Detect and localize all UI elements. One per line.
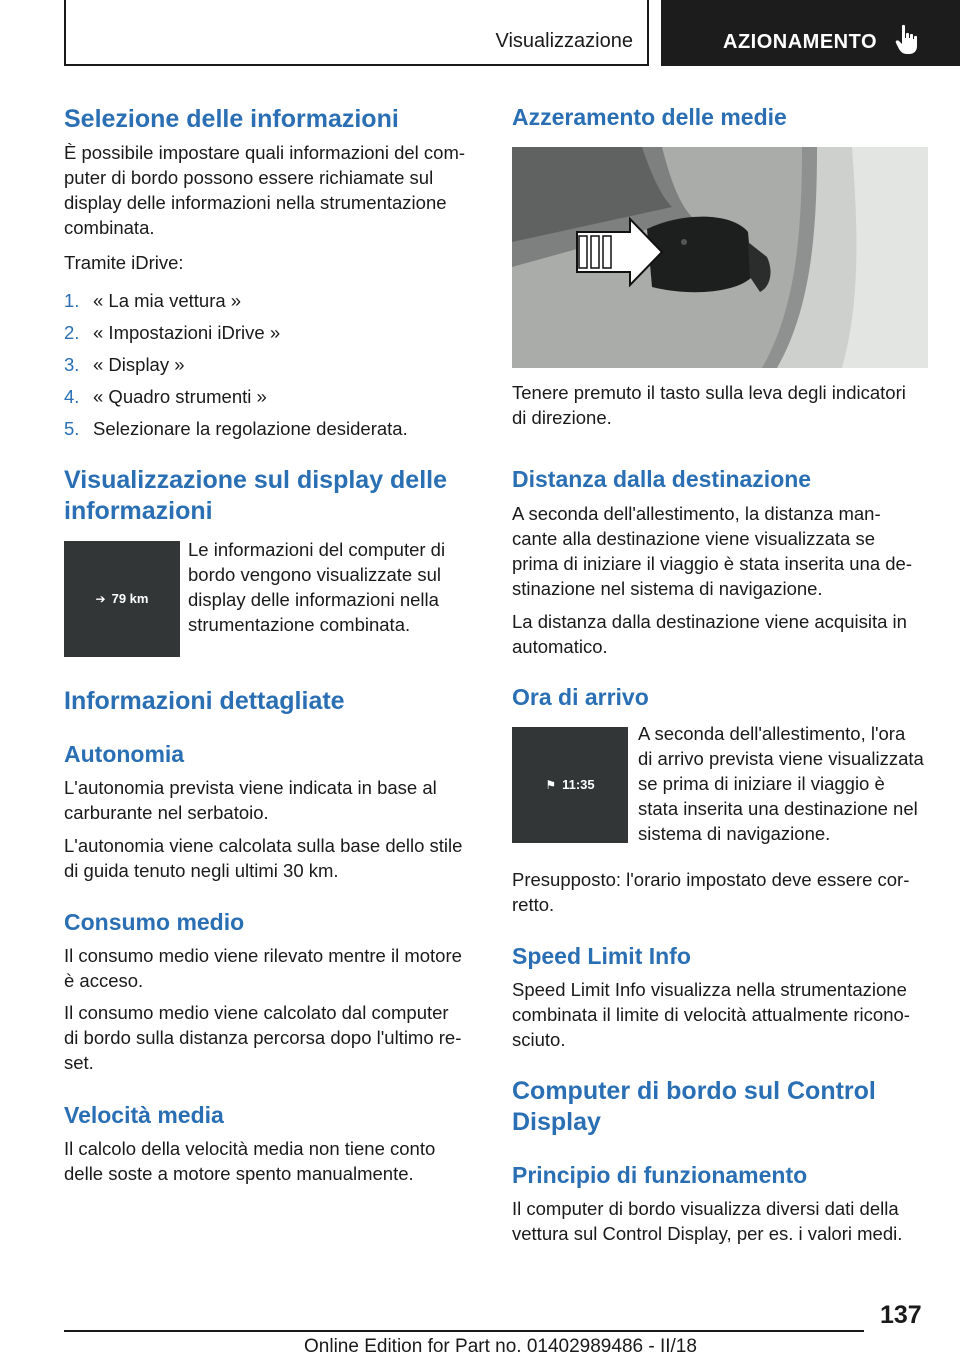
text-line: Il consumo medio viene rilevato mentre il motore: [64, 945, 462, 966]
text-line: delle soste a motore spento manualmente.: [64, 1163, 414, 1184]
heading-line: informazioni: [64, 497, 213, 525]
step-number: 4.: [64, 386, 80, 407]
lever-illustration: [512, 147, 928, 368]
text-line: automatico.: [512, 636, 608, 657]
heading-dettagliate: Informazioni dettagliate: [64, 687, 345, 715]
text-line: di arrivo prevista viene visualizzata: [638, 748, 924, 769]
step-number: 2.: [64, 322, 80, 343]
step-text: Selezionare la regolazione desiderata.: [93, 418, 408, 439]
text-line: A seconda dell'allestimento, l'ora: [638, 723, 906, 744]
text-line: stinazione nel sistema di navigazione.: [512, 578, 823, 599]
heading-visualizzazione: [64, 465, 447, 527]
text-line: A seconda dell'allestimento, la distanza man-: [512, 503, 881, 524]
paragraph-tramite: Tramite iDrive:: [64, 252, 184, 273]
paragraph-consumo-1: [64, 943, 462, 993]
heading-line: Display: [512, 1108, 601, 1136]
heading-azzeramento: Azzeramento delle medie: [512, 104, 787, 130]
text-line: display delle informazioni nella strumentazione: [64, 192, 447, 213]
heading-autonomia: Autonomia: [64, 741, 185, 767]
heading-line: Computer di bordo sul Control: [512, 1077, 876, 1105]
text-line: retto.: [512, 894, 555, 915]
header-section-title: Visualizzazione: [495, 30, 633, 52]
arrival-readout: [512, 777, 628, 792]
paragraph-tenere: [512, 380, 906, 430]
range-readout: [64, 591, 180, 606]
heading-principio: Principio di funzionamento: [512, 1162, 808, 1188]
heading-consumo: Consumo medio: [64, 909, 245, 935]
paragraph-distanza-2: [512, 609, 907, 659]
text-line: Presupposto: l'orario impostato deve essere cor-: [512, 869, 910, 890]
heading-distanza: Distanza dalla destinazione: [512, 466, 812, 492]
text-line: Il consumo medio viene calcolato dal computer: [64, 1002, 449, 1023]
paragraph-principio: [512, 1196, 902, 1246]
header-chapter-tab: [661, 0, 960, 66]
text-line: vettura sul Control Display, per es. i valori medi.: [512, 1223, 903, 1244]
paragraph-presupposto: [512, 867, 909, 917]
range-value: 79 km: [111, 591, 149, 606]
header-chapter-title: AZIONAMENTO: [723, 31, 878, 53]
text-line: di direzione.: [512, 407, 612, 428]
heading-speed-limit: Speed Limit Info: [512, 943, 691, 969]
heading-computer-control-display: [512, 1076, 876, 1138]
text-line: carburante nel serbatoio.: [64, 802, 269, 823]
text-line: L'autonomia prevista viene indicata in base al: [64, 777, 437, 798]
turn-signal-lever-photo: [512, 147, 928, 368]
step-number: 1.: [64, 290, 80, 311]
text-line: prima di iniziare il viaggio è stata inserita una de-: [512, 553, 913, 574]
text-line: stata inserita una destinazione nel: [638, 798, 918, 819]
text-line: display delle informazioni nella: [188, 589, 439, 610]
heading-line: Visualizzazione sul display delle: [64, 466, 448, 494]
text-line: Speed Limit Info visualizza nella strumentazione: [512, 979, 907, 1000]
heading-ora: Ora di arrivo: [512, 684, 649, 710]
text-line: Tenere premuto il tasto sulla leva degli indicatori: [512, 382, 906, 403]
text-line: cante alla destinazione viene visualizzata se: [512, 528, 876, 549]
step-text: « Impostazioni iDrive »: [93, 322, 281, 343]
step-text: « Quadro strumenti »: [93, 386, 267, 407]
text-line: combinata.: [64, 217, 155, 238]
text-line: di guida tenuto negli ultimi 30 km.: [64, 860, 339, 881]
arrival-value: 11:35: [562, 777, 595, 792]
flag-icon: ⚑: [545, 778, 557, 792]
paragraph-consumo-2: [64, 1000, 461, 1075]
step-number: 3.: [64, 354, 80, 375]
text-line: Il calcolo della velocità media non tiene conto: [64, 1138, 436, 1159]
arrival-display-image: [512, 727, 628, 843]
paragraph-autonomia-1: [64, 775, 437, 825]
paragraph-ora: [638, 721, 938, 846]
text-line: sistema di navigazione.: [638, 823, 831, 844]
text-line: di bordo sulla distanza percorsa dopo l'ultimo re-: [64, 1027, 462, 1048]
pointing-hand-icon: [895, 24, 921, 56]
text-line: combinata il limite di velocità attualmente ricono-: [512, 1004, 910, 1025]
footer-edition: Online Edition for Part no. 01402989486 - II/18: [304, 1336, 697, 1357]
heading-selezione: Selezione delle informazioni: [64, 105, 399, 133]
paragraph-distanza-1: [512, 501, 912, 601]
step-number: 5.: [64, 418, 80, 439]
text-line: Il computer di bordo visualizza diversi dati della: [512, 1198, 899, 1219]
text-line: strumentazione combinata.: [188, 614, 411, 635]
range-arrow-icon: ➔: [95, 592, 106, 606]
text-line: L'autonomia viene calcolata sulla base dello stile: [64, 835, 463, 856]
paragraph-selezione: [64, 140, 465, 240]
paragraph-velocita: [64, 1136, 435, 1186]
paragraph-speed-limit: [512, 977, 910, 1052]
paragraph-autonomia-2: [64, 833, 462, 883]
range-display-image: [64, 541, 180, 657]
step-text: « Display »: [93, 354, 185, 375]
text-line: è acceso.: [64, 970, 144, 991]
text-line: La distanza dalla destinazione viene acquisita in: [512, 611, 907, 632]
text-line: se prima di iniziare il viaggio è: [638, 773, 885, 794]
step-text: « La mia vettura »: [93, 290, 242, 311]
footer-divider: [64, 1330, 864, 1332]
text-line: sciuto.: [512, 1029, 566, 1050]
heading-velocita: Velocità media: [64, 1102, 224, 1128]
text-line: È possibile impostare quali informazioni del com-: [64, 142, 466, 163]
text-line: puter di bordo possono essere richiamate sul: [64, 167, 434, 188]
text-line: Le informazioni del computer di: [188, 539, 446, 560]
text-line: bordo vengono visualizzate sul: [188, 564, 441, 585]
page-number: 137: [880, 1301, 922, 1329]
paragraph-visualizzazione: [188, 537, 488, 637]
text-line: set.: [64, 1052, 94, 1073]
header-section-box: [64, 0, 649, 66]
